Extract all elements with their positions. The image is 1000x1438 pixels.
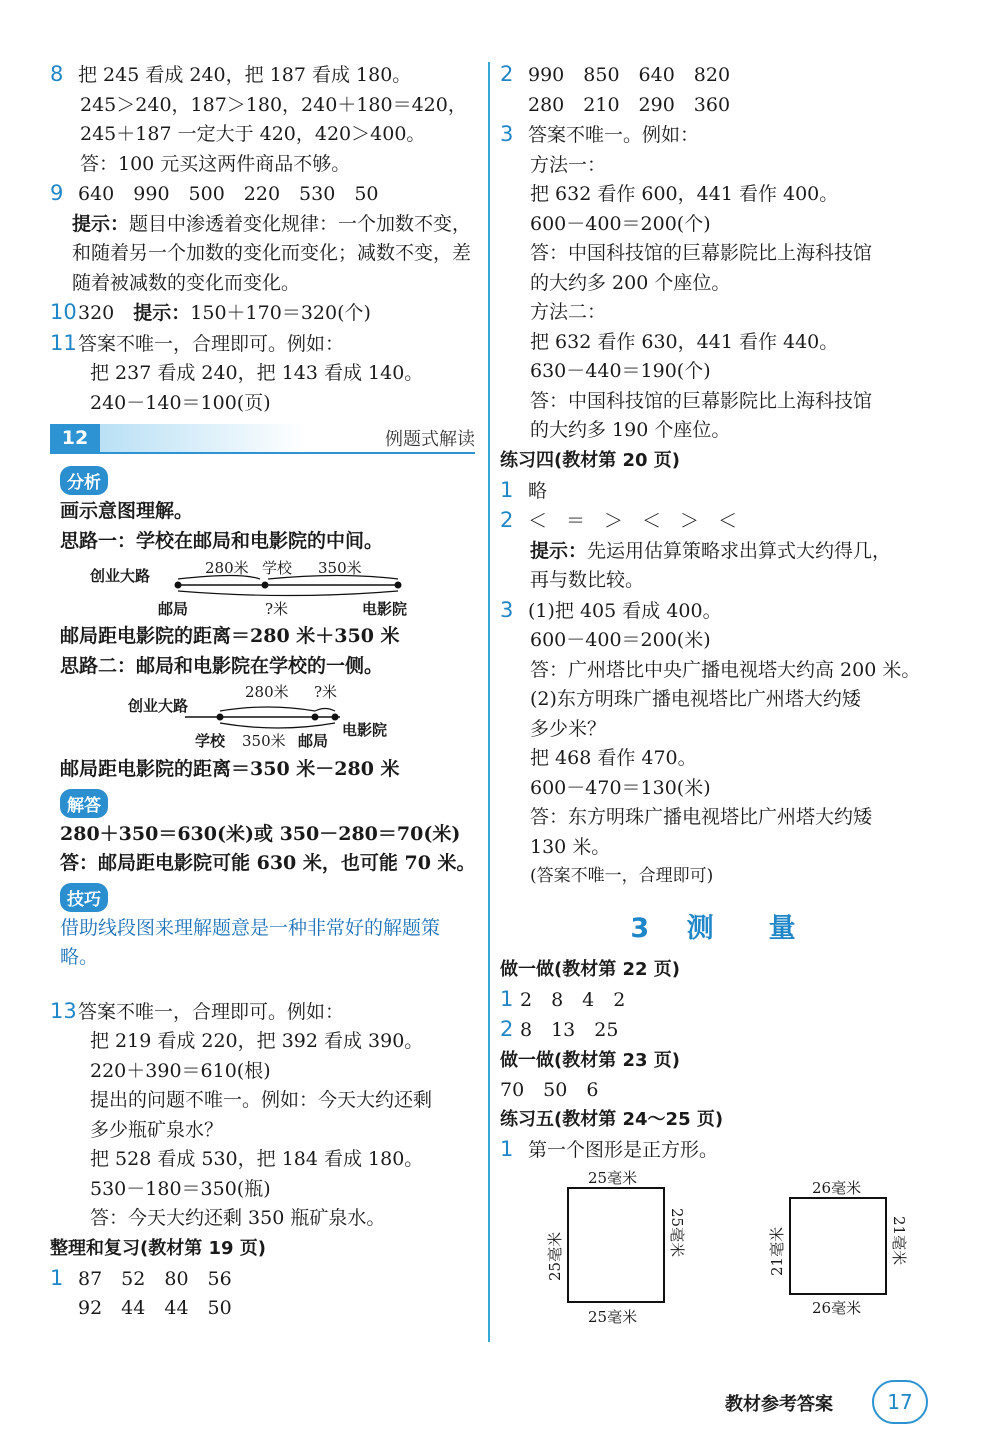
answer-line: 答案不唯一，合理即可。例如： — [78, 1000, 345, 1023]
school-label: 学校 — [262, 559, 293, 577]
answer-note: (答案不唯一，合理即可) — [530, 866, 714, 886]
road-label: 创业大路 — [128, 697, 189, 715]
post-office-label: 邮局 — [298, 732, 329, 750]
question-number: 1 — [500, 1137, 514, 1161]
answer-line: 280＋350＝630(米)或 350－280＝70(米) — [60, 822, 461, 845]
answer-line: 答案不唯一。例如： — [528, 124, 700, 146]
answer-line: 答：今天大约还剩 350 瓶矿泉水。 — [90, 1207, 386, 1229]
question-number: 12 — [50, 424, 100, 452]
cinema-label: 电影院 — [342, 721, 388, 739]
unknown-label: ?米 — [265, 600, 289, 618]
answer-line: 把 528 看成 530，把 184 看成 180。 — [90, 1148, 424, 1170]
answer-line: 提出的问题不唯一。例如：今天大约还剩 — [90, 1089, 433, 1111]
road-label: 创业大路 — [90, 567, 151, 585]
answer-line: 990 850 640 820 — [528, 64, 731, 86]
question-2 — [500, 60, 940, 120]
tip-badge: 技巧 — [60, 883, 108, 912]
answer-line: (1)把 405 看成 400。 — [528, 599, 722, 622]
distance-equation: 邮局距电影院的距离＝350 米－280 米 — [60, 758, 400, 780]
answer-line: 87 52 80 56 — [78, 1267, 232, 1290]
footer-label: 教材参考答案 — [725, 1394, 833, 1415]
question-11 — [50, 329, 475, 419]
answer-line: 答：中国科技馆的巨幕影院比上海科技馆 — [530, 389, 873, 412]
answer-line: 280 210 290 360 — [528, 93, 731, 116]
left-column — [50, 60, 475, 1324]
answer-badge: 解答 — [60, 789, 108, 818]
question-number: 3 — [500, 122, 514, 146]
dimension-label: 26毫米 — [812, 1298, 862, 1317]
answer-line: 第一个图形是正方形。 — [528, 1139, 719, 1161]
hint-text: 150＋170＝320(个) — [190, 302, 371, 324]
cinema-point — [332, 714, 339, 721]
rectangle-shape — [790, 1198, 886, 1294]
answer-line: 245＞240，187＞180，240＋180＝420， — [80, 93, 467, 116]
exercise-4 — [500, 446, 940, 892]
answer-line: 的大约多 190 个座位。 — [530, 419, 731, 441]
dimension-label: 21毫米 — [890, 1215, 908, 1265]
answer-line: 320 — [78, 302, 115, 324]
hint-text: 提示：题目中渗透着变化规律：一个加数不变，和随着另一个加数的变化而变化；减数不变，差随着被减数的变化而变化。 — [72, 212, 472, 294]
answer-line: 600－400＝200(个) — [530, 212, 711, 235]
cinema-point — [395, 582, 402, 589]
question-number: 9 — [50, 181, 64, 205]
exercise-5 — [500, 1105, 940, 1330]
answer-line: 640 990 500 220 530 50 — [78, 183, 379, 205]
answer-line: 630－440＝190(个) — [530, 360, 711, 382]
segment-label: 280米 — [245, 683, 289, 701]
answer-line: 把 219 看成 220，把 392 看成 390。 — [90, 1030, 424, 1052]
segment-label: 350米 — [318, 559, 362, 577]
idea-line: 思路二：邮局和电影院在学校的一侧。 — [60, 654, 384, 677]
section-heading: 做一做(教材第 22 页) — [500, 958, 681, 980]
answer-line: 答：东方明珠广播电视塔比广州塔大约矮 — [530, 806, 873, 828]
distance-equation: 邮局距电影院的距离＝280 米＋350 米 — [60, 625, 400, 647]
answer-line: 240－140＝100(页) — [90, 391, 271, 414]
question-9 — [50, 179, 475, 298]
unknown-label: ?米 — [314, 683, 338, 701]
question-number: 3 — [500, 597, 514, 622]
answer-line: 略 — [528, 479, 548, 502]
answer-line: 220＋390＝610(根) — [90, 1059, 271, 1082]
dimension-label: 26毫米 — [812, 1178, 862, 1197]
answer-line: 把 632 看作 630，441 看作 440。 — [530, 330, 839, 353]
answer-line: 把 237 看成 240，把 143 看成 140。 — [90, 362, 424, 384]
dimension-label: 25毫米 — [588, 1168, 638, 1187]
answer-line: (2)东方明珠广播电视塔比广州塔大约矮 — [530, 688, 861, 710]
answer-line: 的大约多 200 个座位。 — [530, 271, 731, 294]
post-office-point — [312, 714, 319, 721]
square-figure — [546, 1169, 686, 1326]
measurement-figures — [500, 1166, 930, 1326]
school-point — [262, 582, 269, 589]
cinema-label: 电影院 — [362, 600, 408, 618]
section-heading: 练习四(教材第 20 页) — [500, 449, 681, 471]
question-number: 2 — [500, 1017, 514, 1041]
dimension-label: 21毫米 — [768, 1226, 786, 1276]
column-divider — [488, 62, 490, 1342]
analysis-line: 画示意图理解。 — [60, 500, 194, 522]
section-heading: 做一做(教材第 23 页) — [500, 1049, 681, 1071]
answer-line: 答案不唯一，合理即可。例如： — [78, 332, 345, 355]
school-point — [217, 714, 224, 721]
answer-line: 245＋187 一定大于 420，420＞400。 — [80, 123, 426, 145]
answer-line: 2 8 4 2 — [520, 988, 626, 1011]
answer-line: 把 468 看作 470。 — [530, 747, 697, 769]
answer-line: 答：广州塔比中央广播电视塔大约高 200 米。 — [530, 658, 921, 681]
question-number: 8 — [50, 62, 64, 86]
segment-diagram-2 — [50, 681, 475, 751]
question-number: 1 — [500, 986, 514, 1011]
question-number: 1 — [50, 1265, 64, 1290]
page-number: 17 — [872, 1380, 928, 1424]
answer-line: 答：100 元买这两件商品不够。 — [80, 152, 351, 175]
answer-line: 多少米？ — [530, 717, 607, 740]
chapter-title: 3 测 量 — [630, 912, 810, 944]
section-heading: 练习五(教材第 24～25 页) — [500, 1109, 724, 1130]
review-section — [50, 1234, 475, 1324]
dimension-label: 25毫米 — [546, 1231, 564, 1281]
question-number: 10 — [50, 300, 77, 324]
question-number: 2 — [500, 62, 514, 86]
answer-line: 答：邮局距电影院可能 630 米，也可能 70 米。 — [60, 852, 476, 874]
answer-line: 600－400＝200(米) — [530, 629, 711, 651]
example-bar-title: 例题式解读 — [385, 429, 475, 450]
question-number: 2 — [500, 508, 514, 532]
post-office-point — [175, 582, 182, 589]
analysis-badge: 分析 — [60, 466, 108, 495]
do-it-23 — [500, 1046, 940, 1106]
question-10: 10320 提示：150＋170＝320(个) — [50, 298, 475, 329]
dimension-label: 25毫米 — [588, 1307, 638, 1326]
segment-label: 350米 — [242, 732, 286, 750]
hint-text: 提示：先运用估算策略求出算式大约得几， — [530, 539, 892, 562]
segment-label: 280米 — [205, 559, 249, 577]
hint-text: 再与数比较。 — [530, 569, 645, 591]
answer-line: 130 米。 — [530, 835, 611, 858]
section-heading: 整理和复习(教材第 19 页) — [50, 1237, 267, 1259]
question-number: 11 — [50, 330, 77, 355]
question-12 — [50, 424, 475, 973]
question-number: 13 — [50, 998, 77, 1023]
school-label: 学校 — [195, 732, 226, 750]
analysis-line: 思路一：学校在邮局和电影院的中间。 — [60, 529, 384, 552]
post-office-label: 邮局 — [158, 600, 189, 618]
answer-line: 把 632 看作 600，441 看作 400。 — [530, 183, 839, 205]
dimension-label: 25毫米 — [668, 1207, 686, 1257]
answer-line: ＜ ＝ ＞ ＜ ＞ ＜ — [528, 510, 738, 532]
answer-line: 530－180＝350(瓶) — [90, 1177, 271, 1200]
tip-text: 借助线段图来理解题意是一种非常好的解题策略。 — [60, 916, 441, 968]
do-it-22 — [500, 955, 940, 1046]
answer-line: 多少瓶矿泉水？ — [90, 1118, 224, 1141]
answer-line: 方法二： — [530, 301, 607, 323]
question-number: 1 — [500, 477, 514, 502]
question-3 — [500, 120, 940, 446]
question-13 — [50, 997, 475, 1234]
example-header-bar — [50, 424, 475, 454]
rectangle-figure — [768, 1179, 908, 1317]
right-column — [500, 60, 940, 1330]
square-shape — [568, 1188, 664, 1302]
answer-line: 方法一： — [530, 153, 607, 176]
answer-line: 答：中国科技馆的巨幕影院比上海科技馆 — [530, 242, 873, 264]
answer-line: 600－470＝130(米) — [530, 776, 711, 799]
segment-diagram-1 — [50, 556, 475, 618]
answer-line: 92 44 44 50 — [78, 1297, 232, 1319]
question-8 — [50, 60, 475, 179]
answer-line: 把 245 看成 240，把 187 看成 180。 — [78, 64, 412, 86]
answer-line: 70 50 6 — [500, 1078, 599, 1101]
answer-line: 8 13 25 — [520, 1019, 619, 1041]
